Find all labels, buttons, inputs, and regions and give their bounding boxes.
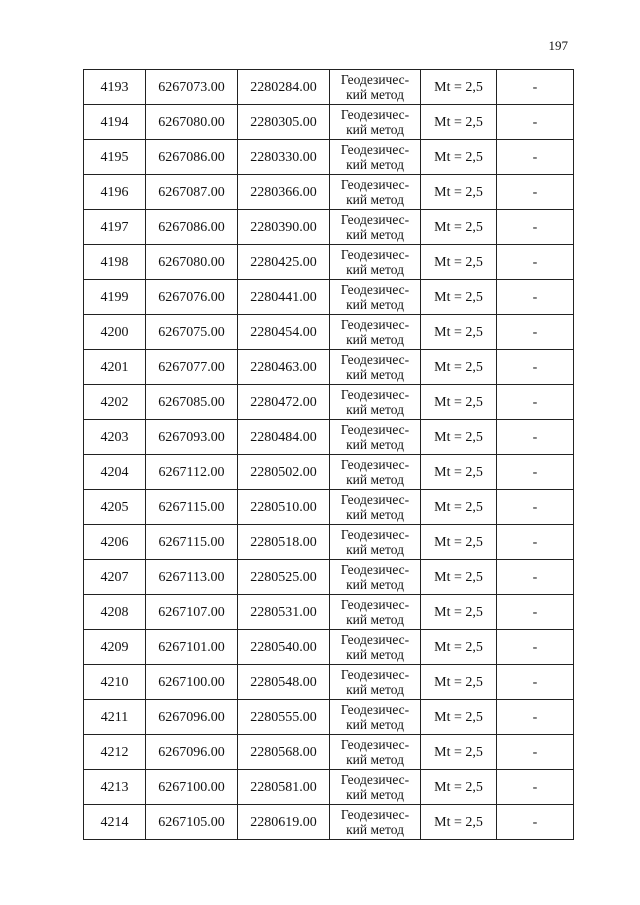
accuracy-cell: Mt = 2,5: [421, 385, 497, 420]
point-number-cell: 4196: [84, 175, 146, 210]
accuracy-cell: Mt = 2,5: [421, 525, 497, 560]
accuracy-cell: Mt = 2,5: [421, 210, 497, 245]
table-row: [84, 455, 574, 490]
table-row: [84, 700, 574, 735]
point-number-cell: 4214: [84, 805, 146, 840]
x-coordinate-cell: 6267096.00: [146, 735, 238, 770]
accuracy-cell: Mt = 2,5: [421, 665, 497, 700]
method-text-line1: Геодезичес-: [340, 107, 410, 122]
table-row: [84, 805, 574, 840]
note-cell: -: [497, 525, 574, 560]
method-text-line2: кий метод: [346, 87, 404, 102]
note-cell: -: [497, 665, 574, 700]
method-cell: [330, 175, 421, 210]
accuracy-cell: Mt = 2,5: [421, 805, 497, 840]
note-cell: -: [497, 70, 574, 105]
table-row: [84, 350, 574, 385]
method-cell: [330, 525, 421, 560]
y-coordinate-cell: 2280619.00: [238, 805, 330, 840]
note-cell: -: [497, 560, 574, 595]
point-number-cell: 4194: [84, 105, 146, 140]
method-text-line1: Геодезичес-: [340, 597, 410, 612]
accuracy-cell: Mt = 2,5: [421, 735, 497, 770]
point-number-cell: 4201: [84, 350, 146, 385]
point-number-cell: 4206: [84, 525, 146, 560]
point-number-cell: 4197: [84, 210, 146, 245]
method-cell: [330, 350, 421, 385]
method-text-line1: Геодезичес-: [340, 387, 410, 402]
coordinates-table: [83, 69, 574, 840]
page-number: 197: [548, 38, 568, 53]
method-text-line2: кий метод: [346, 122, 404, 137]
y-coordinate-cell: 2280502.00: [238, 455, 330, 490]
table-row: [84, 315, 574, 350]
method-text-line2: кий метод: [346, 787, 404, 802]
method-text-line1: Геодезичес-: [340, 177, 410, 192]
point-number-cell: 4211: [84, 700, 146, 735]
method-text-line1: Геодезичес-: [340, 737, 410, 752]
y-coordinate-cell: 2280305.00: [238, 105, 330, 140]
y-coordinate-cell: 2280390.00: [238, 210, 330, 245]
x-coordinate-cell: 6267080.00: [146, 245, 238, 280]
point-number-cell: 4210: [84, 665, 146, 700]
accuracy-cell: Mt = 2,5: [421, 70, 497, 105]
method-text-line2: кий метод: [346, 752, 404, 767]
accuracy-cell: Mt = 2,5: [421, 420, 497, 455]
y-coordinate-cell: 2280366.00: [238, 175, 330, 210]
y-coordinate-cell: 2280531.00: [238, 595, 330, 630]
method-text-line1: Геодезичес-: [340, 247, 410, 262]
table-row: [84, 280, 574, 315]
table-row: [84, 735, 574, 770]
y-coordinate-cell: 2280472.00: [238, 385, 330, 420]
table-row: [84, 210, 574, 245]
method-text-line2: кий метод: [346, 262, 404, 277]
note-cell: -: [497, 630, 574, 665]
method-cell: [330, 595, 421, 630]
method-text-line1: Геодезичес-: [340, 772, 410, 787]
table-row: [84, 70, 574, 105]
y-coordinate-cell: 2280555.00: [238, 700, 330, 735]
x-coordinate-cell: 6267075.00: [146, 315, 238, 350]
accuracy-cell: Mt = 2,5: [421, 490, 497, 525]
note-cell: -: [497, 805, 574, 840]
point-number-cell: 4212: [84, 735, 146, 770]
x-coordinate-cell: 6267107.00: [146, 595, 238, 630]
method-cell: [330, 280, 421, 315]
method-text-line2: кий метод: [346, 472, 404, 487]
table-row: [84, 245, 574, 280]
method-cell: [330, 245, 421, 280]
table-row: [84, 595, 574, 630]
method-text-line2: кий метод: [346, 192, 404, 207]
point-number-cell: 4200: [84, 315, 146, 350]
note-cell: -: [497, 700, 574, 735]
method-text-line2: кий метод: [346, 157, 404, 172]
point-number-cell: 4205: [84, 490, 146, 525]
table-row: [84, 420, 574, 455]
method-cell: [330, 105, 421, 140]
note-cell: -: [497, 735, 574, 770]
note-cell: -: [497, 315, 574, 350]
accuracy-cell: Mt = 2,5: [421, 350, 497, 385]
point-number-cell: 4207: [84, 560, 146, 595]
method-cell: [330, 210, 421, 245]
method-text-line2: кий метод: [346, 437, 404, 452]
y-coordinate-cell: 2280568.00: [238, 735, 330, 770]
accuracy-cell: Mt = 2,5: [421, 595, 497, 630]
method-cell: [330, 665, 421, 700]
method-cell: [330, 70, 421, 105]
table-row: [84, 525, 574, 560]
accuracy-cell: Mt = 2,5: [421, 630, 497, 665]
method-text-line1: Геодезичес-: [340, 317, 410, 332]
method-cell: [330, 700, 421, 735]
table-row: [84, 140, 574, 175]
method-text-line2: кий метод: [346, 402, 404, 417]
method-text-line1: Геодезичес-: [340, 492, 410, 507]
method-text-line1: Геодезичес-: [340, 282, 410, 297]
note-cell: -: [497, 490, 574, 525]
accuracy-cell: Mt = 2,5: [421, 455, 497, 490]
table-row: [84, 175, 574, 210]
note-cell: -: [497, 455, 574, 490]
accuracy-cell: Mt = 2,5: [421, 315, 497, 350]
x-coordinate-cell: 6267096.00: [146, 700, 238, 735]
method-text-line2: кий метод: [346, 332, 404, 347]
note-cell: -: [497, 350, 574, 385]
method-cell: [330, 735, 421, 770]
table-row: [84, 385, 574, 420]
method-cell: [330, 805, 421, 840]
method-cell: [330, 420, 421, 455]
method-text-line1: Геодезичес-: [340, 422, 410, 437]
x-coordinate-cell: 6267086.00: [146, 140, 238, 175]
method-cell: [330, 385, 421, 420]
method-cell: [330, 770, 421, 805]
table-row: [84, 560, 574, 595]
point-number-cell: 4208: [84, 595, 146, 630]
note-cell: -: [497, 770, 574, 805]
x-coordinate-cell: 6267087.00: [146, 175, 238, 210]
x-coordinate-cell: 6267113.00: [146, 560, 238, 595]
method-text-line1: Геодезичес-: [340, 632, 410, 647]
y-coordinate-cell: 2280284.00: [238, 70, 330, 105]
method-cell: [330, 490, 421, 525]
method-text-line1: Геодезичес-: [340, 72, 410, 87]
accuracy-cell: Mt = 2,5: [421, 245, 497, 280]
accuracy-cell: Mt = 2,5: [421, 140, 497, 175]
note-cell: -: [497, 595, 574, 630]
note-cell: -: [497, 385, 574, 420]
x-coordinate-cell: 6267101.00: [146, 630, 238, 665]
x-coordinate-cell: 6267105.00: [146, 805, 238, 840]
method-text-line1: Геодезичес-: [340, 527, 410, 542]
x-coordinate-cell: 6267077.00: [146, 350, 238, 385]
note-cell: -: [497, 210, 574, 245]
point-number-cell: 4199: [84, 280, 146, 315]
y-coordinate-cell: 2280463.00: [238, 350, 330, 385]
x-coordinate-cell: 6267100.00: [146, 770, 238, 805]
note-cell: -: [497, 280, 574, 315]
note-cell: -: [497, 175, 574, 210]
y-coordinate-cell: 2280425.00: [238, 245, 330, 280]
point-number-cell: 4213: [84, 770, 146, 805]
table-row: [84, 630, 574, 665]
accuracy-cell: Mt = 2,5: [421, 280, 497, 315]
x-coordinate-cell: 6267076.00: [146, 280, 238, 315]
method-text-line2: кий метод: [346, 577, 404, 592]
x-coordinate-cell: 6267112.00: [146, 455, 238, 490]
note-cell: -: [497, 245, 574, 280]
note-cell: -: [497, 420, 574, 455]
method-text-line2: кий метод: [346, 227, 404, 242]
method-text-line1: Геодезичес-: [340, 562, 410, 577]
x-coordinate-cell: 6267093.00: [146, 420, 238, 455]
accuracy-cell: Mt = 2,5: [421, 175, 497, 210]
x-coordinate-cell: 6267086.00: [146, 210, 238, 245]
y-coordinate-cell: 2280454.00: [238, 315, 330, 350]
note-cell: -: [497, 140, 574, 175]
method-cell: [330, 560, 421, 595]
point-number-cell: 4193: [84, 70, 146, 105]
x-coordinate-cell: 6267073.00: [146, 70, 238, 105]
method-cell: [330, 315, 421, 350]
y-coordinate-cell: 2280484.00: [238, 420, 330, 455]
y-coordinate-cell: 2280548.00: [238, 665, 330, 700]
accuracy-cell: Mt = 2,5: [421, 700, 497, 735]
table-row: [84, 105, 574, 140]
method-text-line2: кий метод: [346, 682, 404, 697]
method-text-line1: Геодезичес-: [340, 807, 410, 822]
method-text-line2: кий метод: [346, 612, 404, 627]
method-text-line2: кий метод: [346, 367, 404, 382]
point-number-cell: 4195: [84, 140, 146, 175]
accuracy-cell: Mt = 2,5: [421, 105, 497, 140]
x-coordinate-cell: 6267115.00: [146, 525, 238, 560]
table-row: [84, 490, 574, 525]
point-number-cell: 4203: [84, 420, 146, 455]
point-number-cell: 4202: [84, 385, 146, 420]
x-coordinate-cell: 6267100.00: [146, 665, 238, 700]
method-text-line2: кий метод: [346, 717, 404, 732]
method-text-line1: Геодезичес-: [340, 352, 410, 367]
accuracy-cell: Mt = 2,5: [421, 560, 497, 595]
y-coordinate-cell: 2280540.00: [238, 630, 330, 665]
y-coordinate-cell: 2280441.00: [238, 280, 330, 315]
y-coordinate-cell: 2280525.00: [238, 560, 330, 595]
method-text-line2: кий метод: [346, 647, 404, 662]
method-cell: [330, 630, 421, 665]
point-number-cell: 4209: [84, 630, 146, 665]
point-number-cell: 4198: [84, 245, 146, 280]
method-text-line2: кий метод: [346, 297, 404, 312]
y-coordinate-cell: 2280510.00: [238, 490, 330, 525]
table-row: [84, 665, 574, 700]
note-cell: -: [497, 105, 574, 140]
method-text-line1: Геодезичес-: [340, 457, 410, 472]
method-text-line2: кий метод: [346, 822, 404, 837]
method-text-line2: кий метод: [346, 507, 404, 522]
y-coordinate-cell: 2280581.00: [238, 770, 330, 805]
method-cell: [330, 140, 421, 175]
method-text-line1: Геодезичес-: [340, 212, 410, 227]
x-coordinate-cell: 6267115.00: [146, 490, 238, 525]
y-coordinate-cell: 2280330.00: [238, 140, 330, 175]
method-text-line2: кий метод: [346, 542, 404, 557]
point-number-cell: 4204: [84, 455, 146, 490]
method-text-line1: Геодезичес-: [340, 667, 410, 682]
method-text-line1: Геодезичес-: [340, 142, 410, 157]
accuracy-cell: Mt = 2,5: [421, 770, 497, 805]
method-text-line1: Геодезичес-: [340, 702, 410, 717]
y-coordinate-cell: 2280518.00: [238, 525, 330, 560]
method-cell: [330, 455, 421, 490]
coordinates-table-body: [84, 70, 574, 840]
x-coordinate-cell: 6267080.00: [146, 105, 238, 140]
table-row: [84, 770, 574, 805]
x-coordinate-cell: 6267085.00: [146, 385, 238, 420]
